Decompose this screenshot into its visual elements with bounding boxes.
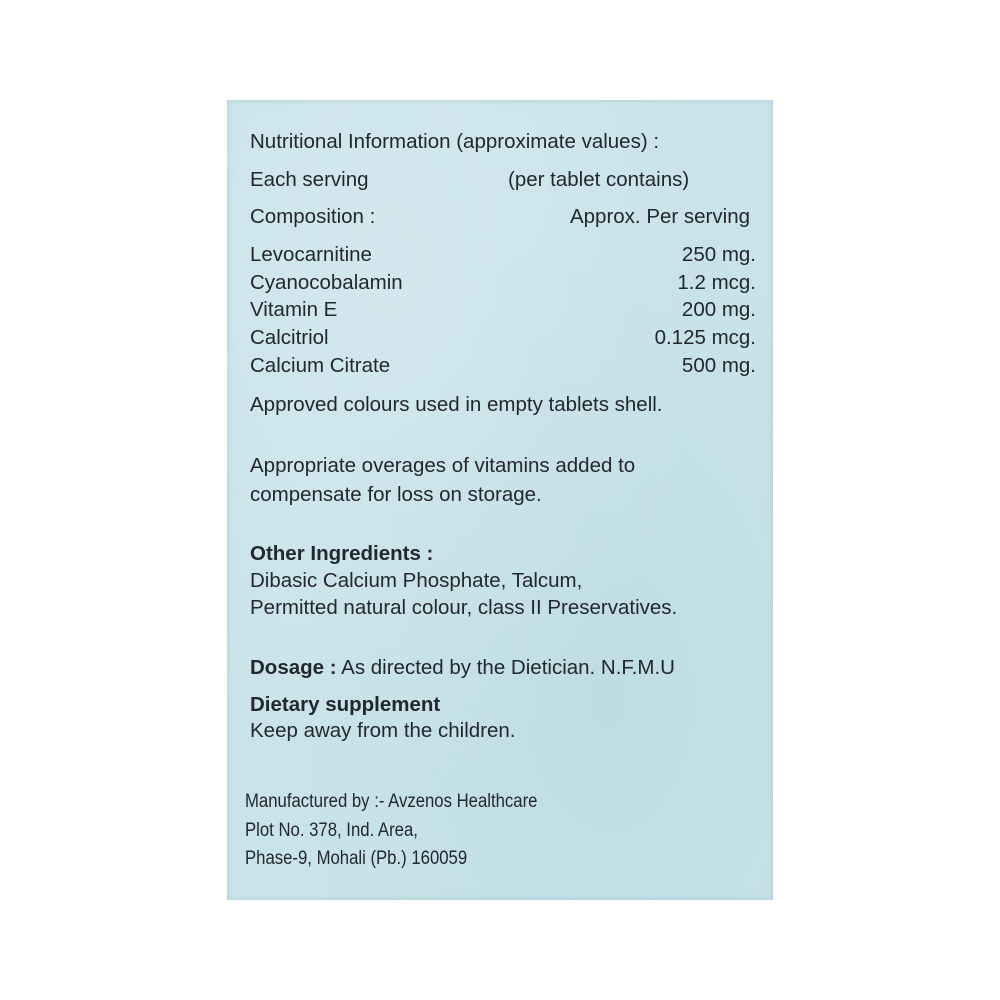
ingredient-amount: 500 mg. <box>681 354 756 377</box>
manufacturer-line2: Plot No. 378, Ind. Area, <box>245 820 418 841</box>
manufacturer-line1: Manufactured by :- Avzenos Healthcare <box>245 791 538 812</box>
manufacturer-line3: Phase-9, Mohali (Pb.) 160059 <box>245 848 468 869</box>
other-ingredients-line1: Dibasic Calcium Phosphate, Talcum, <box>250 569 583 592</box>
dosage-label: Dosage : <box>250 656 337 679</box>
dietary-warning: Keep away from the children. <box>250 719 516 742</box>
ingredient-name: Calcitriol <box>250 326 329 349</box>
dosage-text: As directed by the Dietician. N.F.M.U <box>336 656 675 679</box>
dietary-heading: Dietary supplement <box>250 693 441 716</box>
ingredient-amount: 200 mg. <box>681 298 756 321</box>
composition-label: Composition : <box>250 205 376 228</box>
ingredient-name: Vitamin E <box>250 298 338 321</box>
ingredient-amount: 0.125 mcg. <box>654 326 756 349</box>
supplement-label-card <box>227 100 773 900</box>
dosage-line <box>250 658 675 679</box>
other-ingredients-line2: Permitted natural colour, class II Preservatives. <box>250 596 678 619</box>
composition-value: Approx. Per serving <box>569 205 750 228</box>
ingredient-name: Cyanocobalamin <box>250 271 403 294</box>
overages-note-line2: compensate for loss on storage. <box>250 483 542 506</box>
colours-note: Approved colours used in empty tablets shell. <box>250 393 663 416</box>
other-ingredients-heading: Other Ingredients : <box>250 542 434 565</box>
serving-value: (per tablet contains) <box>508 168 690 191</box>
overages-note-line1: Appropriate overages of vitamins added to <box>250 454 636 477</box>
ingredient-name: Levocarnitine <box>250 243 372 266</box>
ingredient-name: Calcium Citrate <box>250 354 391 377</box>
serving-label: Each serving <box>250 168 369 191</box>
nutrition-title: Nutritional Information (approximate values) : <box>250 130 660 153</box>
ingredient-amount: 1.2 mcg. <box>677 271 756 294</box>
ingredient-amount: 250 mg. <box>681 243 756 266</box>
